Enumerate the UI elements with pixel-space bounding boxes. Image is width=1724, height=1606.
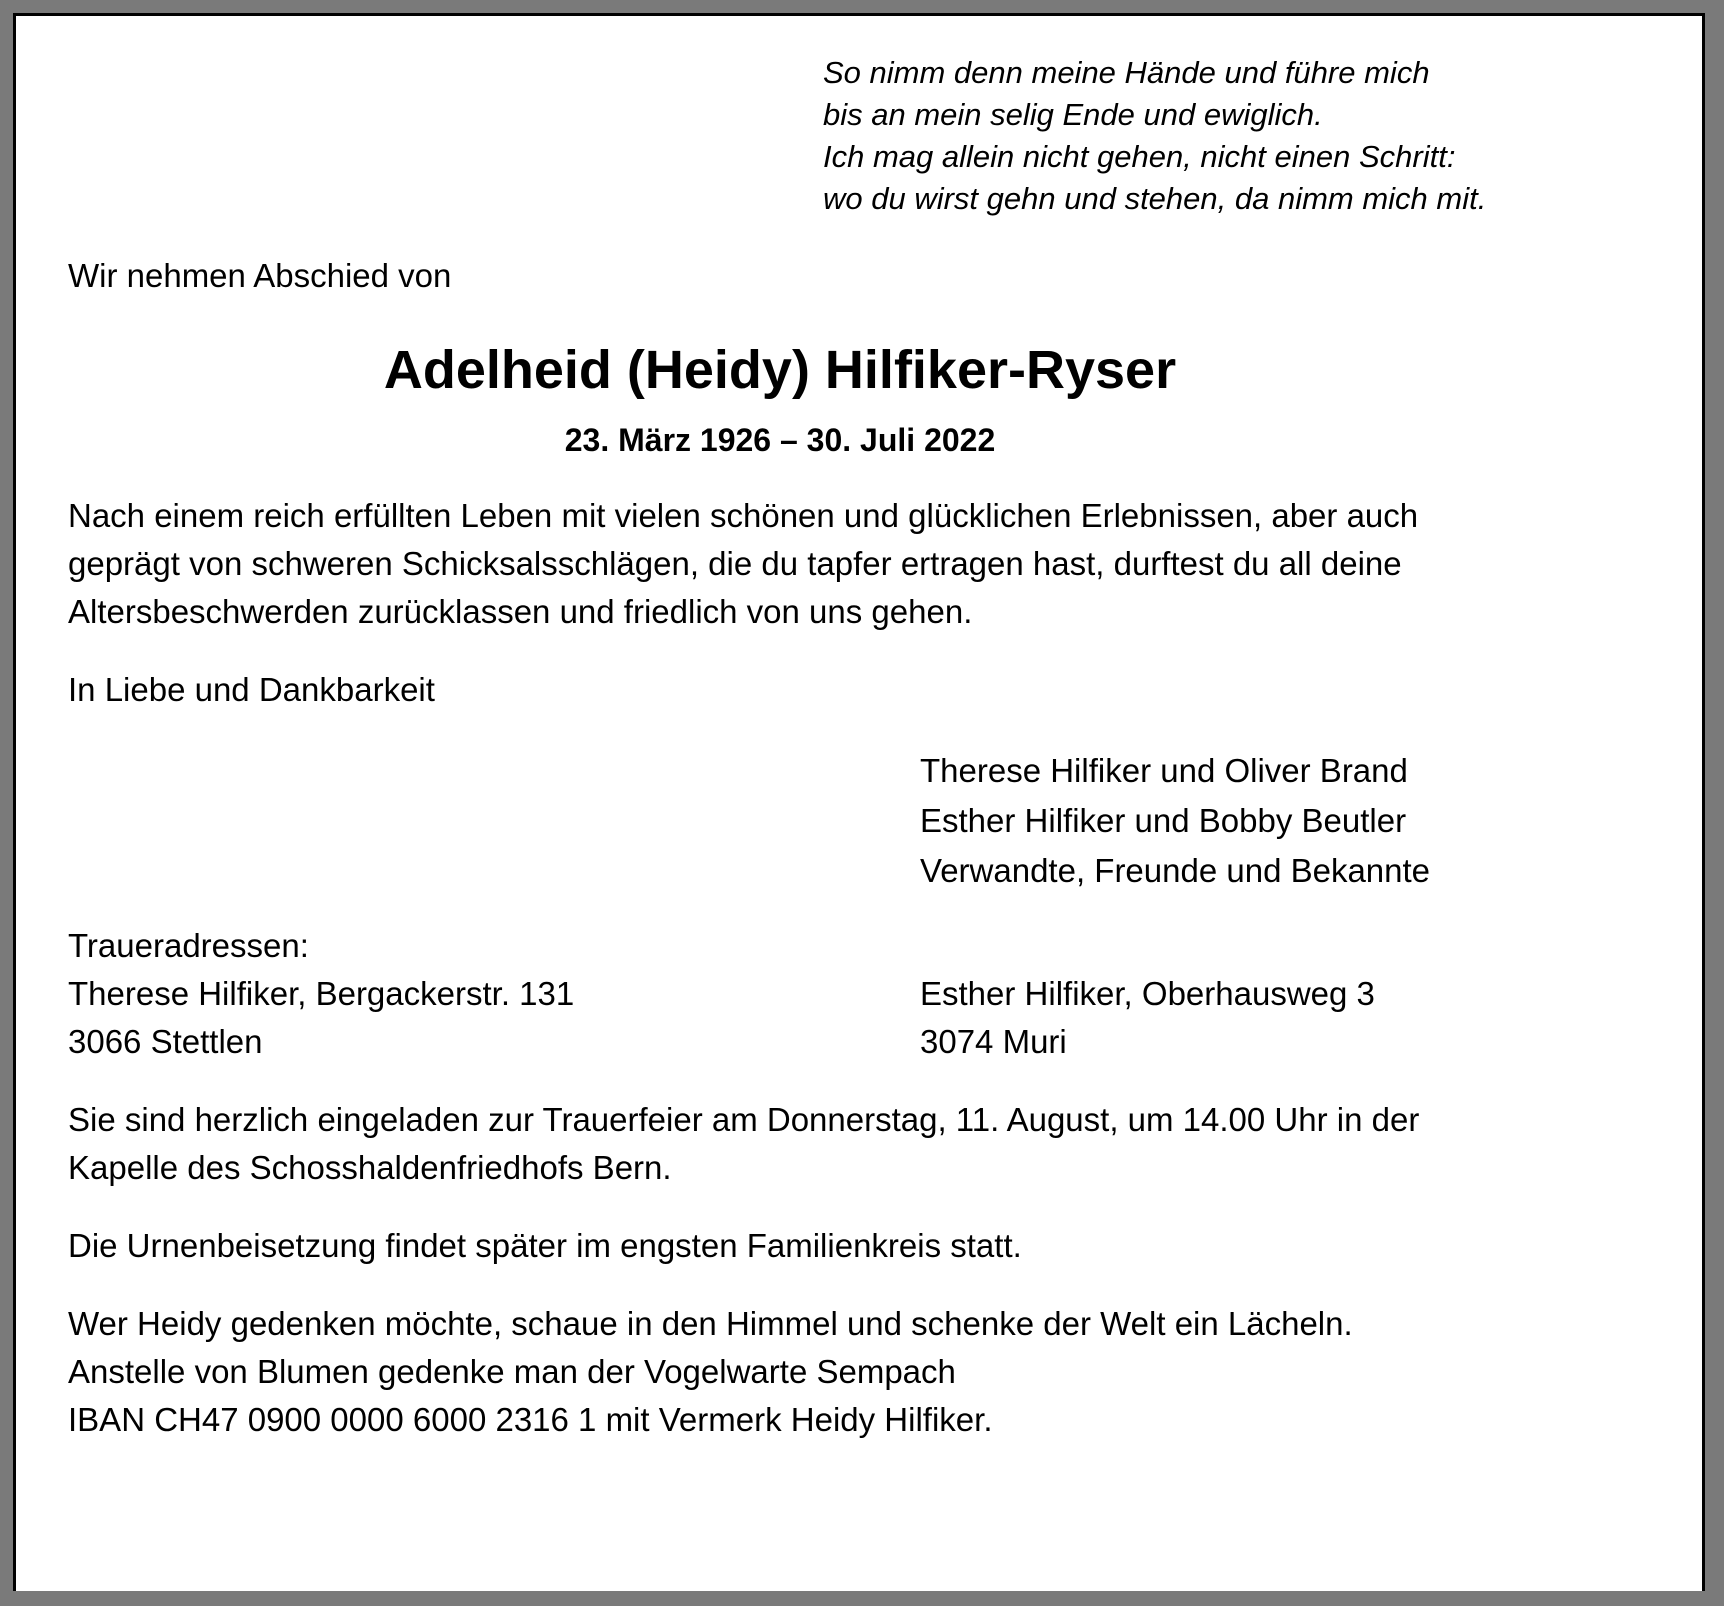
- memorial-info: [68, 1300, 1492, 1444]
- life-paragraph-line: Nach einem reich erfüllten Leben mit vielen schönen und glücklichen Erlebnissen, aber auch: [68, 497, 1419, 534]
- hymn-line: wo du wirst gehn und stehen, da nimm mich mit.: [823, 181, 1487, 216]
- hymn-line: So nimm denn meine Hände und führe mich: [823, 55, 1430, 90]
- address-left-line: Therese Hilfiker, Bergackerstr. 131: [68, 975, 575, 1012]
- mourning-addresses: [68, 922, 1492, 1066]
- address-row: [68, 970, 1492, 1018]
- address-row: [68, 1018, 1492, 1066]
- memorial-line: IBAN CH47 0900 0000 6000 2316 1 mit Vermerk Heidy Hilfiker.: [68, 1401, 993, 1438]
- address-right-line: Esther Hilfiker, Oberhausweg 3: [920, 975, 1375, 1012]
- memorial-line: Wer Heidy gedenken möchte, schaue in den Himmel und schenke der Welt ein Lächeln.: [68, 1305, 1353, 1342]
- obituary-content: [16, 16, 1702, 1444]
- memorial-line: Anstelle von Blumen gedenke man der Vogelwarte Sempach: [68, 1353, 956, 1390]
- service-info-line: Sie sind herzlich eingeladen zur Trauerfeier am Donnerstag, 11. August, um 14.00 Uhr in der: [68, 1101, 1420, 1138]
- life-paragraph: [68, 492, 1492, 636]
- mourners-list: [920, 746, 1492, 896]
- life-dates: 23. März 1926 – 30. Juli 2022: [564, 422, 996, 458]
- hymn-line: bis an mein selig Ende und ewiglich.: [823, 97, 1323, 132]
- deceased-name: Adelheid (Heidy) Hilfiker-Ryser: [383, 340, 1177, 400]
- address-left-line: 3066 Stettlen: [68, 1023, 263, 1060]
- mourner-line: Verwandte, Freunde und Bekannte: [920, 852, 1431, 889]
- farewell-intro: Wir nehmen Abschied von: [68, 257, 452, 294]
- life-paragraph-line: geprägt von schweren Schicksalsschlägen, die du tapfer ertragen hast, durftest du all deine: [68, 545, 1402, 582]
- mourner-line: Esther Hilfiker und Bobby Beutler: [920, 802, 1407, 839]
- address-right-line: 3074 Muri: [920, 1023, 1067, 1060]
- addresses-label: Traueradressen:: [68, 927, 309, 964]
- service-info: [68, 1096, 1492, 1192]
- hymn-quote: [823, 52, 1492, 220]
- closing-phrase: In Liebe und Dankbarkeit: [68, 671, 435, 708]
- life-paragraph-line: Altersbeschwerden zurücklassen und friedlich von uns gehen.: [68, 593, 973, 630]
- urn-info: Die Urnenbeisetzung findet später im engsten Familienkreis statt.: [68, 1227, 1022, 1264]
- hymn-line: Ich mag allein nicht gehen, nicht einen Schritt:: [823, 139, 1456, 174]
- mourner-line: Therese Hilfiker und Oliver Brand: [920, 752, 1408, 789]
- service-info-line: Kapelle des Schosshaldenfriedhofs Bern.: [68, 1149, 672, 1186]
- obituary-page: [13, 13, 1705, 1591]
